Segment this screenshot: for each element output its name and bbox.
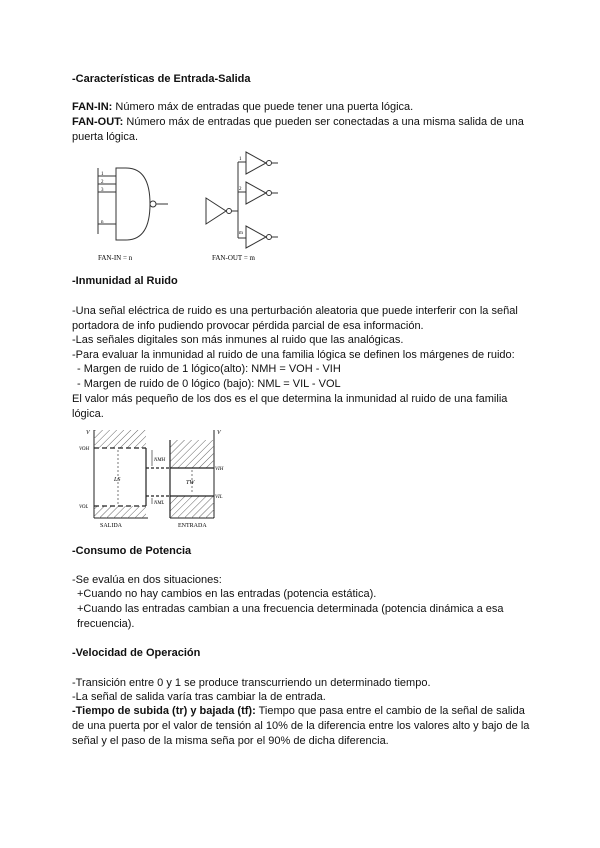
rise-fall-text: Tiempo que pasa entre el cambio de la señal de salida de una puerta por el valor de tensión al 10% de la diferencia entre los valores alto y bajo de la señal y el paso de la misma seña por el 90% de dicha diferencia. — [72, 705, 530, 747]
section-title-io: -Características de Entrada-Salida — [72, 73, 251, 85]
entrada-low-zone — [170, 496, 214, 518]
fanout-paragraph — [72, 115, 534, 145]
power-bullet-2: +Cuando las entradas cambian a una frecuencia determinada (potencia dinámica a esa frecuencia). — [77, 603, 504, 630]
section-title-speed: -Velocidad de Operación — [72, 647, 201, 659]
salida-high-zone — [94, 430, 146, 448]
vol-label: VOL — [79, 505, 89, 510]
nml-label: NML — [154, 501, 165, 506]
fanin-gate — [98, 168, 168, 240]
power-paragraph-1: -Se evalúa en dos situaciones: — [72, 574, 222, 586]
fanout-branch-label: 2 — [239, 187, 242, 192]
speed-paragraph-1: -Transición entre 0 y 1 se produce transcurriendo un determinado tiempo. — [72, 677, 431, 689]
vih-label: VIH — [215, 467, 224, 472]
entrada-label: ENTRADA — [178, 523, 207, 529]
speed-paragraph-3 — [72, 704, 534, 749]
speed-paragraph-2: -La señal de salida varía tras cambiar la de entrada. — [72, 691, 326, 703]
fanin-fanout-figure — [88, 148, 298, 266]
v-left-label: V — [86, 430, 90, 436]
fanout-label: FAN-OUT: — [72, 116, 124, 128]
noise-paragraph-4: El valor más pequeño de los dos es el que determina la inmunidad al ruido de una familia lógica. — [72, 393, 508, 420]
nmh-label: NMH — [154, 458, 166, 463]
fanin-text: Número máx de entradas que puede tener una puerta lógica. — [112, 101, 414, 113]
fanout-branch-label: m — [239, 231, 243, 236]
noise-margin-high: - Margen de ruido de 1 lógico(alto): NMH = VOH - VIH — [77, 363, 341, 375]
fanin-label: FAN-IN: — [72, 101, 113, 113]
voh-label: VOH — [79, 447, 90, 452]
section-title-power: -Consumo de Potencia — [72, 545, 192, 557]
entrada-high-zone — [170, 440, 214, 468]
salida-label: SALIDA — [100, 523, 122, 529]
v-right-label: V — [217, 430, 221, 436]
noise-paragraph-1: -Una señal eléctrica de ruido es una perturbación aleatoria que puede interferir con la señal portadora de info pudiendo provocar pérdida parcial de esa información. — [72, 305, 518, 332]
vil-label: VIL — [215, 495, 223, 500]
salida-low-zone — [94, 506, 146, 518]
fanout-branch-label: 1 — [239, 157, 242, 162]
noise-paragraph-3: -Para evaluar la inmunidad al ruido de una familia lógica se definen los márgenes de ruido: — [72, 349, 515, 361]
noise-paragraph-2: -Las señales digitales son más inmunes al ruido que las analógicas. — [72, 334, 404, 346]
fanin-input-label: n — [101, 220, 104, 225]
fanin-input-label: 3 — [101, 188, 104, 193]
fanin-input-label: 2 — [101, 180, 104, 185]
fanin-caption: FAN-IN = n — [98, 254, 133, 262]
noise-margin-low: - Margen de ruido de 0 lógico (bajo): NML = VIL - VOL — [77, 378, 341, 390]
ls-label: LS — [114, 477, 121, 483]
tw-label: TW — [186, 480, 195, 486]
rise-fall-label: -Tiempo de subida (tr) y bajada (tf): — [72, 705, 256, 717]
fanin-input-label: 1 — [101, 172, 104, 177]
fanin-paragraph — [72, 100, 534, 115]
power-bullet-1: +Cuando no hay cambios en las entradas (potencia estática). — [77, 588, 377, 600]
section-title-noise: -Inmunidad al Ruido — [72, 275, 178, 287]
fanout-caption: FAN-OUT = m — [212, 254, 255, 262]
fanout-text: Número máx de entradas que pueden ser conectadas a una misma salida de una puerta lógica. — [72, 116, 524, 143]
noise-margin-figure — [78, 426, 228, 534]
